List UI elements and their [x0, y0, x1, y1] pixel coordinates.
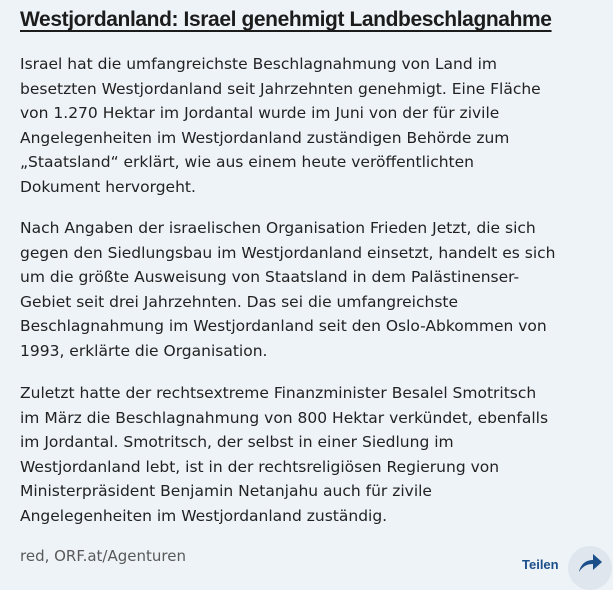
article-source: red, ORF.at/Agenturen: [20, 547, 186, 565]
paragraph-line: Nach Angaben der israelischen Organisation Frieden Jetzt, die sich: [20, 219, 536, 237]
paragraph-line: „Staatsland“ erklärt, wie aus einem heute veröffentlichten: [20, 153, 474, 171]
article-paragraph-2: [20, 216, 605, 363]
paragraph-line: 1993, erklärte die Organisation.: [20, 341, 268, 360]
article-headline[interactable]: Westjordanland: Israel genehmigt Landbeschlagnahme: [20, 8, 552, 31]
paragraph-line: im Jordantal. Smotritsch, der selbst in einer Siedlung im: [20, 433, 454, 451]
article-paragraph-1: [20, 52, 605, 199]
share-button[interactable]: [568, 546, 612, 590]
paragraph-line: Angelegenheiten im Westjordanland zuständigen Behörde zum: [20, 128, 510, 147]
paragraph-line: Israel hat die umfangreichste Beschlagnahmung von Land im: [20, 55, 498, 73]
share-arrow-icon: [577, 552, 603, 574]
paragraph-line: Dokument hervorgeht.: [20, 177, 196, 196]
paragraph-line: von 1.270 Hektar im Jordantal wurde im Juni von der für zivile: [20, 104, 500, 122]
paragraph-line: im März die Beschlagnahmung von 800 Hektar verkündet, ebenfalls: [20, 408, 549, 427]
paragraph-line: gegen den Siedlungsbau im Westjordanland einsetzt, handelt es sich: [20, 243, 556, 262]
article-paragraph-3: [20, 381, 605, 528]
share-label[interactable]: Teilen: [522, 557, 559, 572]
paragraph-line: Beschlagnahmung im Westjordanland seit den Oslo-Abkommen von: [20, 317, 547, 335]
paragraph-line: Ministerpräsident Benjamin Netanjahu auch für zivile: [20, 482, 432, 500]
paragraph-line: Zuletzt hatte der rechtsextreme Finanzminister Besalel Smotritsch: [20, 384, 537, 402]
paragraph-line: um die größte Ausweisung von Staatsland in dem Palästinenser-: [20, 268, 520, 286]
paragraph-line: Gebiet seit drei Jahrzehnten. Das sei die umfangreichste: [20, 292, 459, 311]
paragraph-line: besetzten Westjordanland seit Jahrzehnten genehmigt. Eine Fläche: [20, 79, 541, 98]
paragraph-line: Angelegenheiten im Westjordanland zuständig.: [20, 506, 388, 525]
paragraph-line: Westjordanland lebt, ist in der rechtsreligiösen Regierung von: [20, 457, 500, 476]
